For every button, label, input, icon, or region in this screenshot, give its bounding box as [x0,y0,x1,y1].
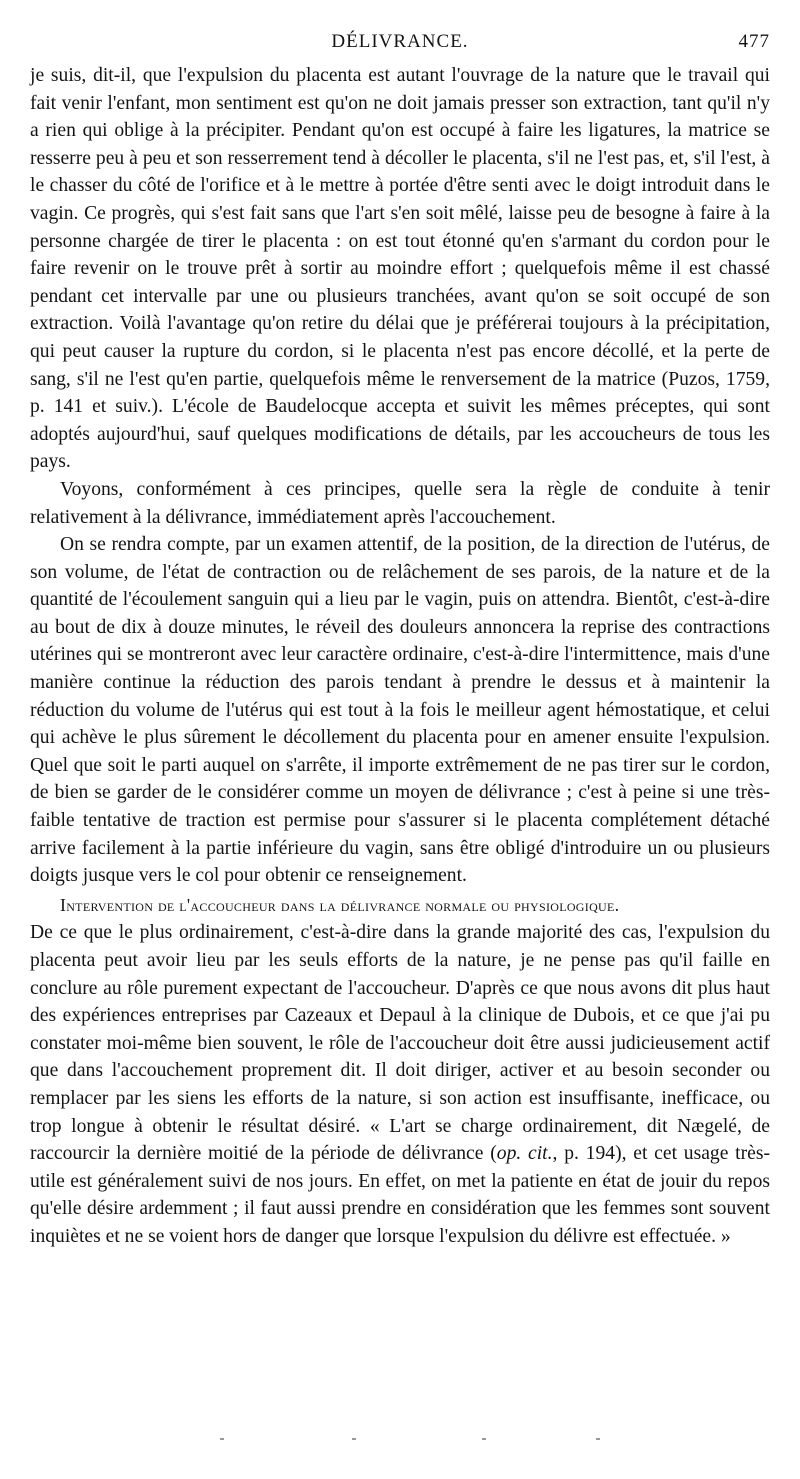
running-title: DÉLIVRANCE. [331,31,469,52]
speck [220,1438,224,1440]
paragraph-2: Voyons, conformément à ces principes, quelle sera la règle de conduite à tenir relativement à la délivrance, immédiatement après l'accouchement. [30,478,770,528]
body-text [30,62,770,1251]
section-heading [30,892,770,920]
citation-op-cit: op. cit. [496,1143,553,1165]
paragraph-3: On se rendra compte, par un examen attentif, de la position, de la direction de l'utérus, de son volume, de l'état de contraction ou de relâchement de ses parois, de la nature et de la quantité de l'écoulement sanguin qui a lieu par le vagin, puis on attendra. Bientôt, c'est-à-dire au bout de dix à douze minutes, le réveil des douleurs annoncera la reprise des contractions utérines qui se montreront avec leur caractère ordinaire, c'est-à-dire l'intermittence, mais d'une manière continue la réduction des parois tendant à prendre le dessus et à maintenir la réduction du volume de l'utérus qui est tout à la fois le meilleur agent hémostatique, et celui qui achève le plus sûrement le décollement du placenta pour en amener ensuite l'expulsion. Quel que soit le parti auquel on s'arrête, il importe extrêmement de ne pas tirer sur le cordon, de bien se garder de le considérer comme un moyen de délivrance ; c'est à peine si une très-faible tentative de traction est permise pour s'assurer si le placenta complétement détaché arrive facilement à la partie inférieure du vagin, sans être obligé d'introduire un ou plusieurs doigts jusque vers le col pour obtenir ce renseignement. [30,534,770,887]
page-number: 477 [738,31,770,52]
speck [482,1438,486,1440]
section-heading-text: Intervention de l'accoucheur dans la délivrance normale ou physiologique. [60,894,620,915]
speck [352,1438,356,1440]
page-header [30,28,770,62]
paragraph-4 [30,919,770,1250]
book-page [30,28,770,1251]
paragraph-1: je suis, dit-il, que l'expulsion du placenta est autant l'ouvrage de la nature que le travail qui fait venir l'enfant, mon sentiment est qu'on ne doit jamais presser son extraction, tant qu'il n'y a rien qui oblige à la précipiter. Pendant qu'on est occupé à faire les ligatures, la matrice se resserre peu à peu et son resserrement tend à décoller le placenta, s'il ne l'est pas, et, s'il l'est, à le chasser du côté de l'orifice et à le mettre à portée d'être senti avec le doigt introduit dans le vagin. Ce progrès, qui s'est fait sans que l'art s'en soit mêlé, laisse peu de besogne à faire à la personne chargée de tirer le placenta : on est tout étonné qu'en s'armant du cordon pour le faire revenir on le trouve prêt à sortir au moindre effort ; quelquefois même il est chassé pendant cet intervalle par une ou plusieurs tranchées, avant qu'on se soit occupé de son extraction. Voilà l'avantage qu'on retire du délai que je préférerai toujours à la précipitation, qui peut causer la rupture du cordon, si le placenta n'est pas encore décollé, et la perte de sang, s'il ne l'est qu'en partie, quelquefois même le renversement de la matrice (Puzos, 1759, p. 141 et suiv.). L'école de Baudelocque accepta et suivit les mêmes préceptes, qui sont adoptés aujourd'hui, sauf quelques modifications de détails, par les accoucheurs de tous les pays. [30,65,770,473]
paragraph-4-end: , p. 194), et cet usage très-utile est généralement suivi de nos jours. En effet, on met la patiente en état de jouir du repos qu'elle désire ardemment ; il faut aussi prendre en considération que les femmes sont souvent inquiètes et ne se voient hors de danger que lorsque l'expulsion du délivre est effectuée. » [30,1143,770,1247]
paragraph-4-text: De ce que le plus ordinairement, c'est-à-dire dans la grande majorité des cas, l'expulsion du placenta peut avoir lieu par les seuls efforts de la nature, je ne pense pas qu'il faille en conclure au rôle purement expectant de l'accoucheur. D'après ce que nous avons dit plus haut des expériences entreprises par Cazeaux et Depaul à la clinique de Dubois, et ce que j'ai pu constater moi-même bien souvent, le rôle de l'accoucheur doit être aussi judicieusement actif que dans l'accouchement proprement dit. Il doit diriger, activer et au besoin seconder ou remplacer par les siens les efforts de la nature, si son action est insuffisante, inefficace, ou trop longue à obtenir le résultat désiré. « L'art se charge ordinairement, dit Nægelé, de raccourcir la dernière moitié de la période de délivrance ( [30,922,770,1165]
bottom-specks [0,1438,800,1448]
speck [596,1438,600,1440]
